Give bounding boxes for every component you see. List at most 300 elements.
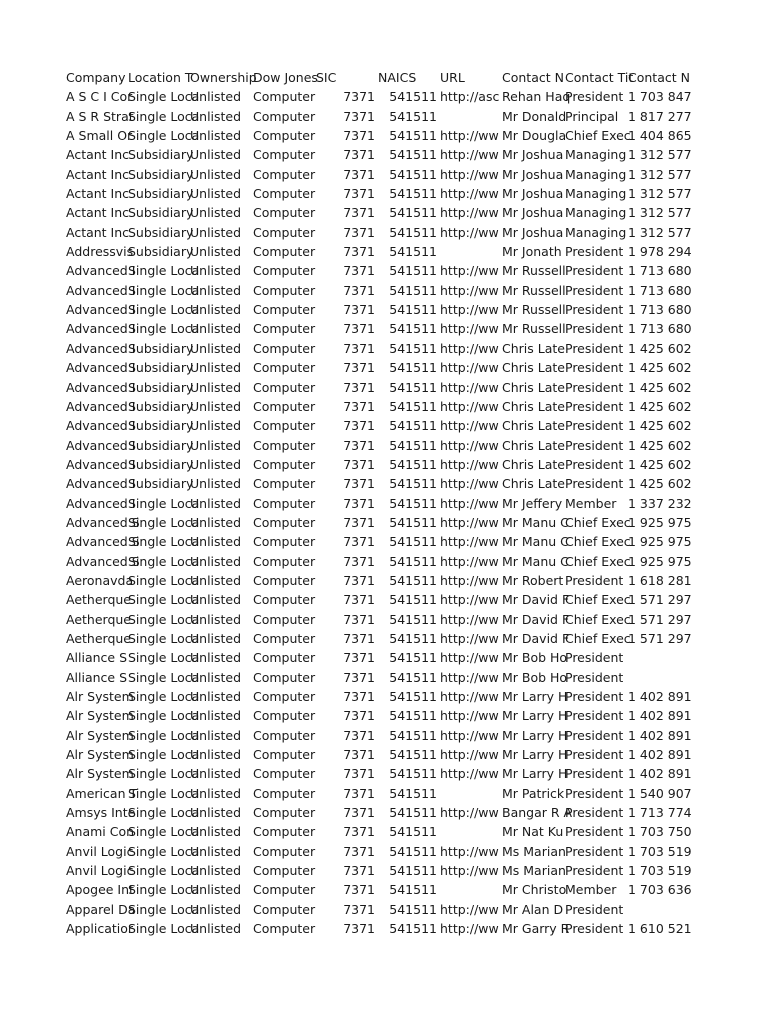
contact-title-cell: President: [565, 785, 624, 801]
dow-jones-cell: Computer: [253, 766, 316, 782]
naics-cell: 541511: [389, 514, 437, 530]
location-type-cell: Single Loca: [128, 882, 200, 898]
company-cell: Alr System: [66, 747, 134, 763]
contact-title-cell: Chief Exec: [565, 630, 631, 646]
contact-name-cell: Mr David F: [502, 611, 570, 627]
contact-number-cell: 1 425 602: [628, 418, 692, 434]
location-type-cell: Subsidiary: [128, 186, 194, 202]
table-row: [0, 803, 768, 822]
contact-title-cell: President: [565, 340, 624, 356]
company-cell: Advanced I: [66, 456, 136, 472]
contact-name-cell: Mr Jonath: [502, 244, 562, 260]
contact-number-cell: 1 402 891: [628, 766, 692, 782]
location-type-cell: Single Loca: [128, 843, 200, 859]
table-row: [0, 687, 768, 706]
sic-cell: 7371: [343, 244, 375, 260]
sic-cell: 7371: [343, 224, 375, 240]
contact-title-cell: Chief Exec: [565, 514, 631, 530]
url-cell: http://ww: [440, 263, 499, 279]
url-cell: http://ww: [440, 630, 499, 646]
dow-jones-cell: Computer: [253, 108, 316, 124]
url-cell: http://ww: [440, 128, 499, 144]
url-cell: http://ww: [440, 205, 499, 221]
company-cell: Advanced I: [66, 495, 136, 511]
ownership-cell: Unlisted: [190, 747, 242, 763]
table-row: [0, 223, 768, 242]
sic-cell: 7371: [343, 89, 375, 105]
sic-cell: 7371: [343, 205, 375, 221]
company-cell: Apparel Da: [66, 901, 136, 917]
contact-title-cell: Chief Exec: [565, 592, 631, 608]
company-cell: Advanced S: [66, 553, 140, 569]
contact-number-cell: 1 425 602: [628, 437, 692, 453]
naics-cell: 541511: [389, 727, 437, 743]
location-type-cell: Single Loca: [128, 630, 200, 646]
naics-cell: 541511: [389, 108, 437, 124]
contact-title-cell: President: [565, 89, 624, 105]
contact-number-cell: 1 618 281: [628, 572, 692, 588]
contact-title-cell: President: [565, 418, 624, 434]
naics-cell: 541511: [389, 650, 437, 666]
table-row: [0, 397, 768, 416]
company-cell: Actant Inc: [66, 166, 130, 182]
contact-number-cell: 1 312 577: [628, 186, 692, 202]
naics-cell: 541511: [389, 766, 437, 782]
sic-cell: 7371: [343, 689, 375, 704]
contact-number-cell: 1 713 680: [628, 282, 692, 298]
location-type-cell: Single Loca: [128, 901, 200, 917]
table-row: [0, 822, 768, 841]
contact-number-cell: 1 312 577: [628, 147, 692, 163]
contact-title-cell: Managing: [565, 147, 627, 163]
header-sic: SIC: [316, 70, 337, 85]
contact-number-cell: 1 703 847: [628, 89, 692, 105]
sic-cell: 7371: [343, 186, 375, 202]
dow-jones-cell: Computer: [253, 882, 316, 898]
table-row: [0, 861, 768, 880]
contact-number-cell: 1 703 519: [628, 863, 692, 879]
location-type-cell: Single Loca: [128, 766, 200, 782]
contact-title-cell: President: [565, 843, 624, 859]
header-ownership: Ownership: [190, 70, 257, 85]
contact-name-cell: Rehan Haq: [502, 89, 571, 105]
contact-number-cell: 1 402 891: [628, 727, 692, 743]
contact-title-cell: Chief Exec: [565, 128, 631, 144]
contact-name-cell: Mr David F: [502, 592, 570, 608]
contact-number-cell: 1 404 865: [628, 128, 692, 144]
dow-jones-cell: Computer: [253, 843, 316, 859]
contact-number-cell: 1 402 891: [628, 747, 692, 763]
contact-name-cell: Mr Christo: [502, 882, 567, 898]
dow-jones-cell: Computer: [253, 186, 316, 202]
table-row: [0, 416, 768, 435]
sic-cell: 7371: [343, 824, 375, 840]
company-cell: Advanced S: [66, 534, 140, 550]
ownership-cell: Unlisted: [190, 495, 242, 511]
header-contact-title: Contact Tit: [565, 70, 634, 85]
contact-number-cell: 1 312 577: [628, 166, 692, 182]
table-row: [0, 494, 768, 513]
sic-cell: 7371: [343, 360, 375, 376]
contact-number-cell: 1 978 294: [628, 244, 692, 260]
location-type-cell: Single Loca: [128, 514, 200, 530]
location-type-cell: Single Loca: [128, 669, 200, 685]
company-cell: Advanced I: [66, 476, 136, 492]
ownership-cell: Unlisted: [190, 379, 242, 395]
location-type-cell: Single Loca: [128, 553, 200, 569]
company-cell: Anami Con: [66, 824, 135, 840]
ownership-cell: Unlisted: [190, 572, 242, 588]
table-row: [0, 629, 768, 648]
dow-jones-cell: Computer: [253, 205, 316, 221]
url-cell: http://ww: [440, 669, 499, 685]
table-row: [0, 571, 768, 590]
contact-name-cell: Mr Joshua: [502, 205, 564, 221]
contact-title-cell: President: [565, 437, 624, 453]
naics-cell: 541511: [389, 205, 437, 221]
spreadsheet: [0, 68, 768, 938]
sic-cell: 7371: [343, 418, 375, 434]
naics-cell: 541511: [389, 166, 437, 182]
contact-number-cell: 1 713 680: [628, 302, 692, 318]
contact-number-cell: 1 402 891: [628, 708, 692, 724]
contact-number-cell: 1 713 774: [628, 805, 692, 821]
dow-jones-cell: Computer: [253, 244, 316, 260]
company-cell: Aetherque: [66, 592, 132, 608]
url-cell: http://ww: [440, 514, 499, 530]
table-row: [0, 919, 768, 938]
header-row: [0, 68, 768, 87]
ownership-cell: Unlisted: [190, 456, 242, 472]
dow-jones-cell: Computer: [253, 476, 316, 492]
table-row: [0, 610, 768, 629]
contact-name-cell: Chris Late: [502, 456, 565, 472]
contact-number-cell: 1 425 602: [628, 476, 692, 492]
location-type-cell: Single Loca: [128, 89, 200, 105]
sic-cell: 7371: [343, 476, 375, 492]
contact-number-cell: 1 540 907: [628, 785, 692, 801]
url-cell: http://ww: [440, 147, 499, 163]
contact-title-cell: Member: [565, 495, 617, 511]
contact-name-cell: Mr Joshua: [502, 147, 564, 163]
contact-name-cell: Mr Manu C: [502, 514, 569, 530]
contact-title-cell: Chief Exec: [565, 534, 631, 550]
company-cell: Advanced I: [66, 360, 136, 376]
header-naics: NAICS: [378, 70, 417, 85]
contact-title-cell: President: [565, 689, 624, 704]
dow-jones-cell: Computer: [253, 863, 316, 879]
dow-jones-cell: Computer: [253, 901, 316, 917]
table-row: [0, 319, 768, 338]
contact-number-cell: 1 925 975: [628, 553, 692, 569]
dow-jones-cell: Computer: [253, 418, 316, 434]
url-cell: http://ww: [440, 186, 499, 202]
company-cell: Apogee Int: [66, 882, 134, 898]
contact-number-cell: 1 402 891: [628, 689, 692, 704]
contact-number-cell: 1 425 602: [628, 340, 692, 356]
contact-number-cell: 1 312 577: [628, 224, 692, 240]
table-row: [0, 184, 768, 203]
sic-cell: 7371: [343, 147, 375, 163]
contact-name-cell: Mr Manu C: [502, 553, 569, 569]
contact-name-cell: Mr Manu C: [502, 534, 569, 550]
company-cell: Advanced S: [66, 514, 140, 530]
naics-cell: 541511: [389, 495, 437, 511]
table-row: [0, 648, 768, 667]
location-type-cell: Subsidiary: [128, 437, 194, 453]
location-type-cell: Single Loca: [128, 921, 200, 937]
contact-name-cell: Mr Robert: [502, 572, 564, 588]
location-type-cell: Subsidiary: [128, 476, 194, 492]
url-cell: http://ww: [440, 398, 499, 414]
dow-jones-cell: Computer: [253, 708, 316, 724]
contact-number-cell: 1 571 297: [628, 630, 692, 646]
location-type-cell: Subsidiary: [128, 166, 194, 182]
table-row: [0, 900, 768, 919]
contact-title-cell: Chief Exec: [565, 611, 631, 627]
ownership-cell: Unlisted: [190, 824, 242, 840]
contact-name-cell: Mr Nat Ku: [502, 824, 564, 840]
ownership-cell: Unlisted: [190, 418, 242, 434]
url-cell: http://ww: [440, 166, 499, 182]
contact-name-cell: Mr Joshua: [502, 186, 564, 202]
contact-number-cell: 1 703 636: [628, 882, 692, 898]
company-cell: A S C I Cor: [66, 89, 133, 105]
location-type-cell: Subsidiary: [128, 398, 194, 414]
location-type-cell: Subsidiary: [128, 360, 194, 376]
location-type-cell: Single Loca: [128, 495, 200, 511]
contact-number-cell: 1 925 975: [628, 514, 692, 530]
ownership-cell: Unlisted: [190, 205, 242, 221]
table-row: [0, 203, 768, 222]
url-cell: http://ww: [440, 747, 499, 763]
url-cell: http://ww: [440, 437, 499, 453]
dow-jones-cell: Computer: [253, 282, 316, 298]
naics-cell: 541511: [389, 360, 437, 376]
table-row: [0, 590, 768, 609]
contact-number-cell: 1 425 602: [628, 398, 692, 414]
ownership-cell: Unlisted: [190, 360, 242, 376]
table-row: [0, 339, 768, 358]
contact-title-cell: Member: [565, 882, 617, 898]
dow-jones-cell: Computer: [253, 360, 316, 376]
sic-cell: 7371: [343, 572, 375, 588]
table-row: [0, 87, 768, 106]
contact-title-cell: President: [565, 921, 624, 937]
contact-name-cell: Bangar R A: [502, 805, 573, 821]
contact-title-cell: President: [565, 321, 624, 337]
dow-jones-cell: Computer: [253, 128, 316, 144]
table-row: [0, 281, 768, 300]
contact-title-cell: President: [565, 727, 624, 743]
contact-number-cell: 1 703 750: [628, 824, 692, 840]
table-body: [0, 87, 768, 938]
sic-cell: 7371: [343, 650, 375, 666]
contact-title-cell: President: [565, 708, 624, 724]
sic-cell: 7371: [343, 302, 375, 318]
dow-jones-cell: Computer: [253, 302, 316, 318]
location-type-cell: Single Loca: [128, 321, 200, 337]
dow-jones-cell: Computer: [253, 650, 316, 666]
dow-jones-cell: Computer: [253, 921, 316, 937]
company-cell: Alliance S: [66, 650, 128, 666]
url-cell: http://ww: [440, 708, 499, 724]
sic-cell: 7371: [343, 495, 375, 511]
naics-cell: 541511: [389, 437, 437, 453]
url-cell: http://ww: [440, 863, 499, 879]
contact-title-cell: President: [565, 805, 624, 821]
dow-jones-cell: Computer: [253, 534, 316, 550]
dow-jones-cell: Computer: [253, 824, 316, 840]
location-type-cell: Subsidiary: [128, 456, 194, 472]
header-dow-jones: Dow Jones: [253, 70, 318, 85]
contact-title-cell: President: [565, 244, 624, 260]
naics-cell: 541511: [389, 340, 437, 356]
ownership-cell: Unlisted: [190, 224, 242, 240]
url-cell: http://ww: [440, 689, 499, 704]
naics-cell: 541511: [389, 89, 437, 105]
ownership-cell: Unlisted: [190, 263, 242, 279]
contact-name-cell: Chris Late: [502, 340, 565, 356]
table-row: [0, 126, 768, 145]
contact-name-cell: Chris Late: [502, 398, 565, 414]
naics-cell: 541511: [389, 843, 437, 859]
contact-title-cell: President: [565, 824, 624, 840]
contact-title-cell: President: [565, 282, 624, 298]
url-cell: http://ww: [440, 553, 499, 569]
naics-cell: 541511: [389, 882, 437, 898]
contact-number-cell: 1 425 602: [628, 456, 692, 472]
naics-cell: 541511: [389, 901, 437, 917]
ownership-cell: Unlisted: [190, 244, 242, 260]
url-cell: http://ww: [440, 418, 499, 434]
company-cell: Advanced I: [66, 302, 136, 318]
location-type-cell: Subsidiary: [128, 379, 194, 395]
company-cell: Alr System: [66, 689, 134, 704]
contact-title-cell: President: [565, 650, 624, 666]
ownership-cell: Unlisted: [190, 611, 242, 627]
naics-cell: 541511: [389, 630, 437, 646]
contact-title-cell: President: [565, 379, 624, 395]
sic-cell: 7371: [343, 863, 375, 879]
contact-name-cell: Mr Joshua: [502, 166, 564, 182]
location-type-cell: Single Loca: [128, 650, 200, 666]
contact-title-cell: Managing: [565, 224, 627, 240]
dow-jones-cell: Computer: [253, 630, 316, 646]
naics-cell: 541511: [389, 921, 437, 937]
ownership-cell: Unlisted: [190, 147, 242, 163]
ownership-cell: Unlisted: [190, 766, 242, 782]
company-cell: Anvil Logic: [66, 843, 134, 859]
table-row: [0, 784, 768, 803]
table-row: [0, 358, 768, 377]
sic-cell: 7371: [343, 128, 375, 144]
contact-number-cell: 1 610 521: [628, 921, 692, 937]
contact-number-cell: 1 925 975: [628, 534, 692, 550]
company-cell: Alr System: [66, 708, 134, 724]
sic-cell: 7371: [343, 379, 375, 395]
url-cell: http://asc: [440, 89, 500, 105]
company-cell: Actant Inc: [66, 224, 130, 240]
location-type-cell: Single Loca: [128, 805, 200, 821]
contact-name-cell: Chris Late: [502, 437, 565, 453]
company-cell: Applicatior: [66, 921, 134, 937]
ownership-cell: Unlisted: [190, 843, 242, 859]
contact-title-cell: Managing: [565, 166, 627, 182]
table-row: [0, 165, 768, 184]
company-cell: Advanced I: [66, 321, 136, 337]
location-type-cell: Single Loca: [128, 263, 200, 279]
contact-title-cell: President: [565, 863, 624, 879]
table-row: [0, 668, 768, 687]
table-row: [0, 242, 768, 261]
location-type-cell: Single Loca: [128, 592, 200, 608]
dow-jones-cell: Computer: [253, 553, 316, 569]
sic-cell: 7371: [343, 437, 375, 453]
location-type-cell: Subsidiary: [128, 244, 194, 260]
sic-cell: 7371: [343, 921, 375, 937]
contact-title-cell: President: [565, 747, 624, 763]
dow-jones-cell: Computer: [253, 785, 316, 801]
dow-jones-cell: Computer: [253, 514, 316, 530]
location-type-cell: Subsidiary: [128, 418, 194, 434]
company-cell: Addressvis: [66, 244, 134, 260]
sic-cell: 7371: [343, 282, 375, 298]
ownership-cell: Unlisted: [190, 166, 242, 182]
contact-title-cell: Chief Exec: [565, 553, 631, 569]
location-type-cell: Single Loca: [128, 534, 200, 550]
company-cell: A S R Strat: [66, 108, 134, 124]
contact-number-cell: 1 571 297: [628, 611, 692, 627]
contact-title-cell: President: [565, 360, 624, 376]
header-company: Company: [66, 70, 126, 85]
location-type-cell: Single Loca: [128, 302, 200, 318]
url-cell: http://ww: [440, 901, 499, 917]
contact-name-cell: Mr Larry H: [502, 708, 568, 724]
dow-jones-cell: Computer: [253, 747, 316, 763]
table-row: [0, 706, 768, 725]
dow-jones-cell: Computer: [253, 456, 316, 472]
url-cell: http://ww: [440, 340, 499, 356]
contact-name-cell: Mr Larry H: [502, 689, 568, 704]
url-cell: http://ww: [440, 495, 499, 511]
contact-name-cell: Mr Garry R: [502, 921, 570, 937]
ownership-cell: Unlisted: [190, 340, 242, 356]
sic-cell: 7371: [343, 727, 375, 743]
contact-name-cell: Mr Larry H: [502, 766, 568, 782]
url-cell: http://ww: [440, 611, 499, 627]
company-cell: Actant Inc: [66, 186, 130, 202]
company-cell: American T: [66, 785, 138, 801]
location-type-cell: Single Loca: [128, 708, 200, 724]
table-row: [0, 261, 768, 280]
company-cell: Amsys Inte: [66, 805, 136, 821]
naics-cell: 541511: [389, 282, 437, 298]
company-cell: Advanced I: [66, 398, 136, 414]
table-row: [0, 513, 768, 532]
naics-cell: 541511: [389, 128, 437, 144]
company-cell: Advanced I: [66, 282, 136, 298]
naics-cell: 541511: [389, 263, 437, 279]
naics-cell: 541511: [389, 553, 437, 569]
ownership-cell: Unlisted: [190, 882, 242, 898]
url-cell: http://ww: [440, 921, 499, 937]
ownership-cell: Unlisted: [190, 514, 242, 530]
header-contact-number: Contact N: [628, 70, 690, 85]
contact-number-cell: 1 337 232: [628, 495, 692, 511]
contact-name-cell: Chris Late: [502, 379, 565, 395]
company-cell: Advanced I: [66, 379, 136, 395]
